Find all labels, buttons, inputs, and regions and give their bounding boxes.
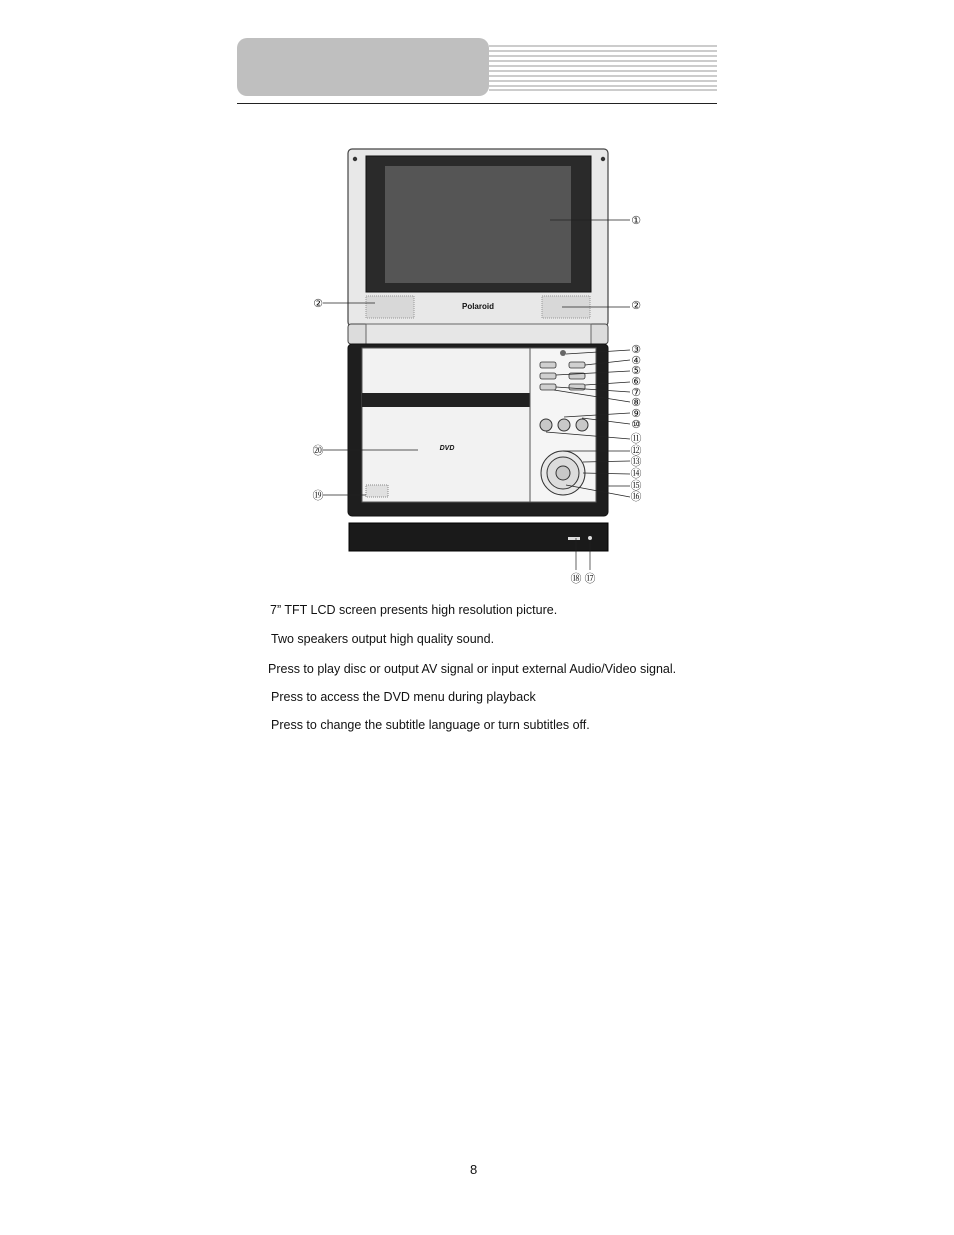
page-number: 8 xyxy=(470,1162,478,1177)
callout-18: ⑱ xyxy=(570,572,582,585)
callout-17: ⑰ xyxy=(584,572,596,585)
lcd-screen xyxy=(385,166,571,283)
callout-16: ⑯ xyxy=(630,490,642,503)
callout-19: ⑲ xyxy=(312,489,324,502)
description-4: Press to access the DVD menu during playback xyxy=(271,690,536,704)
callout-20: ⑳ xyxy=(312,444,324,457)
brand-logo: Polaroid xyxy=(461,302,495,311)
callout-5: ⑤ xyxy=(631,364,641,377)
dvd-logo: DVD xyxy=(439,445,455,452)
header-decorative-lines xyxy=(489,45,717,91)
player-base xyxy=(348,344,608,516)
description-2: Two speakers output high quality sound. xyxy=(271,632,495,646)
callout-12: ⑫ xyxy=(630,444,642,457)
description-5: Press to change the subtitle language or turn subtitles off. xyxy=(271,718,590,732)
callout-7: ⑦ xyxy=(631,386,641,399)
callout-8: ⑧ xyxy=(631,396,641,409)
callout-2-left: ② xyxy=(313,297,323,310)
callout-4: ④ xyxy=(631,354,641,367)
callout-2-right: ② xyxy=(631,299,641,312)
left-speaker xyxy=(366,296,414,318)
description-1: 7” TFT LCD screen presents high resolution picture. xyxy=(270,603,558,617)
description-3: Press to play disc or output AV signal or input external Audio/Video signal. xyxy=(268,662,677,676)
callout-9: ⑨ xyxy=(631,407,641,420)
lcd-lid xyxy=(348,149,608,326)
callout-11: ⑪ xyxy=(630,432,642,445)
callout-3: ③ xyxy=(631,343,641,356)
callout-15: ⑮ xyxy=(630,479,642,492)
dvd-player-diagram xyxy=(300,140,660,590)
section-header-tab xyxy=(237,38,489,96)
callout-14: ⑭ xyxy=(630,467,642,480)
callout-6: ⑥ xyxy=(631,375,641,388)
header-rule xyxy=(237,103,717,104)
callout-13: ⑬ xyxy=(630,455,642,468)
callout-10: ⑩ xyxy=(631,418,641,431)
callout-1: ① xyxy=(631,214,641,227)
disc-tray xyxy=(362,348,530,502)
